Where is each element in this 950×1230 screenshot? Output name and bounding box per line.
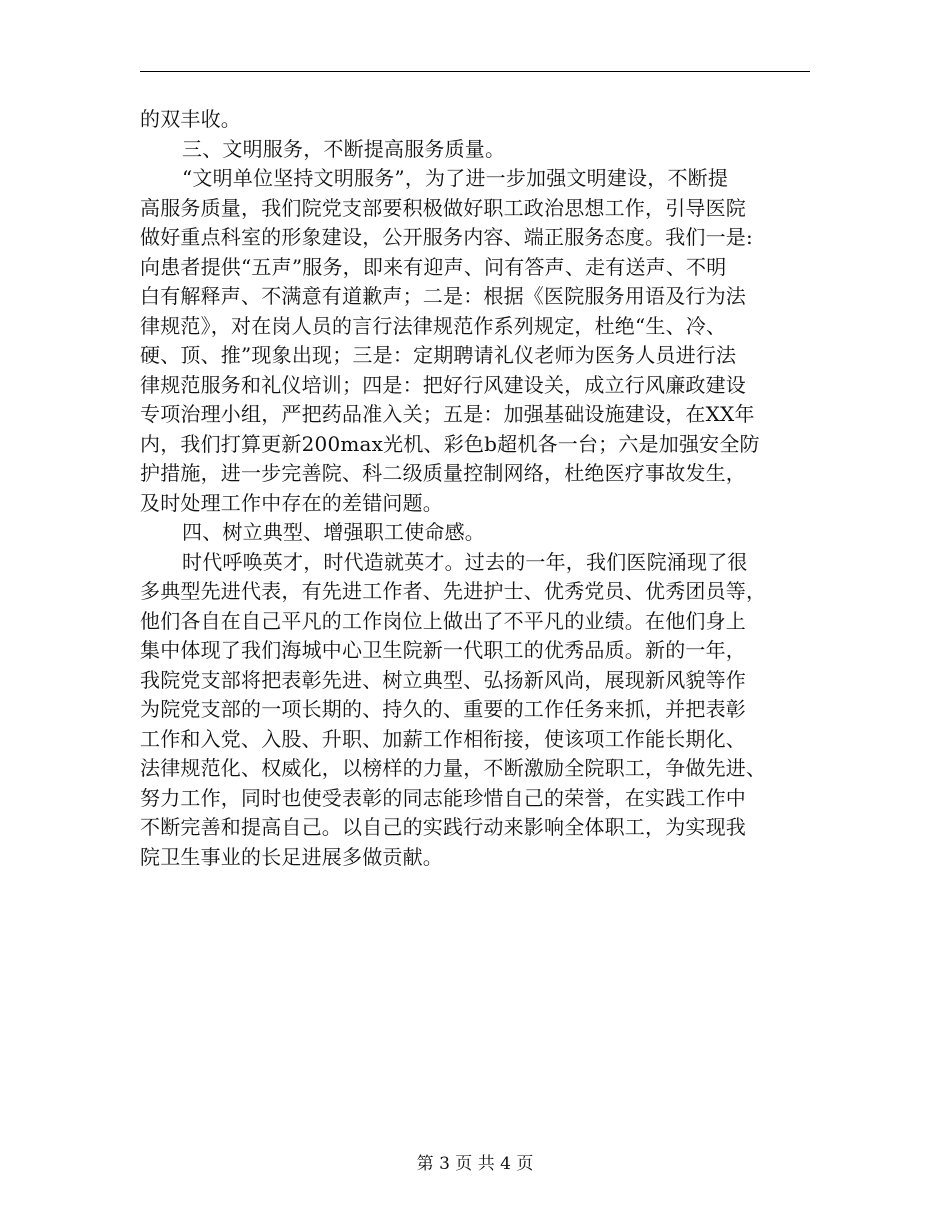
text-line: 努力工作，同时也使受表彰的同志能珍惜自己的荣誉，在实践工作中 bbox=[140, 785, 746, 810]
text-line: 不断完善和提高自己。以自己的实践行动来影响全体职工，为实现我 bbox=[140, 815, 746, 839]
text-line: 的双丰收。 bbox=[140, 107, 241, 131]
page-footer: 第 3 页 共 4 页 bbox=[416, 1154, 534, 1174]
text-line: 做好重点科室的形象建设，公开服务内容、端正服务态度。我们一是: bbox=[140, 225, 753, 249]
text-line: 工作和入党、入股、升职、加薪工作相衔接，使该项工作能长期化、 bbox=[140, 726, 746, 751]
text-line: 内，我们打算更新200max光机、彩色b超机各一台；六是加强安全防 bbox=[140, 431, 760, 456]
text-line: 集中体现了我们海城中心卫生院新一代职工的优秀品质。新的一年， bbox=[140, 638, 746, 662]
text-line: 专项治理小组，严把药品准入关；五是：加强基础设施建设，在XX年 bbox=[140, 402, 755, 426]
text-line: 白有解释声、不满意有道歉声；二是：根据《医院服务用语及行为法 bbox=[140, 284, 746, 308]
text-line: 他们各自在自己平凡的工作岗位上做出了不平凡的业绩。在他们身上 bbox=[140, 608, 746, 633]
text-line: 律规范》，对在岗人员的言行法律规范作系列规定，杜绝“生、冷、 bbox=[140, 313, 727, 338]
text-line: 我院党支部将把表彰先进、树立典型、弘扬新风尚，展现新风貌等作 bbox=[140, 667, 746, 692]
text-line: 四、树立典型、增强职工使命感。 bbox=[182, 520, 485, 544]
text-line: 三、文明服务，不断提高服务质量。 bbox=[182, 136, 506, 161]
text-line: 硬、顶、推”现象出现；三是：定期聘请礼仪老师为医务人员进行法 bbox=[140, 343, 737, 367]
text-line: 院卫生事业的长足进展多做贡献。 bbox=[140, 844, 443, 869]
text-line: 向患者提供“五声”服务，即来有迎声、问有答声、走有送声、不明 bbox=[140, 254, 727, 279]
header-rule bbox=[140, 71, 810, 72]
text-line: 律规范服务和礼仪培训；四是：把好行风建设关，成立行风廉政建设 bbox=[140, 372, 746, 397]
text-line: 多典型先进代表，有先进工作者、先进护士、优秀党员、优秀团员等， bbox=[140, 579, 767, 603]
text-line: 高服务质量，我们院党支部要积极做好职工政治思想工作，引导医院 bbox=[140, 195, 746, 220]
text-line: 为院党支部的一项长期的、持久的、重要的工作任务来抓，并把表彰 bbox=[140, 697, 746, 721]
body-text bbox=[140, 105, 812, 872]
text-line: “文明单位坚持文明服务”，为了进一步加强文明建设，不断提 bbox=[182, 166, 729, 190]
text-line: 护措施，进一步完善院、科二级质量控制网络，杜绝医疗事故发生， bbox=[140, 461, 746, 485]
text-line: 法律规范化、权威化，以榜样的力量，不断激励全院职工，争做先进、 bbox=[140, 756, 767, 780]
text-line: 及时处理工作中存在的差错问题。 bbox=[140, 490, 443, 515]
text-line: 时代呼唤英才，时代造就英才。过去的一年，我们医院涌现了很 bbox=[182, 549, 748, 574]
